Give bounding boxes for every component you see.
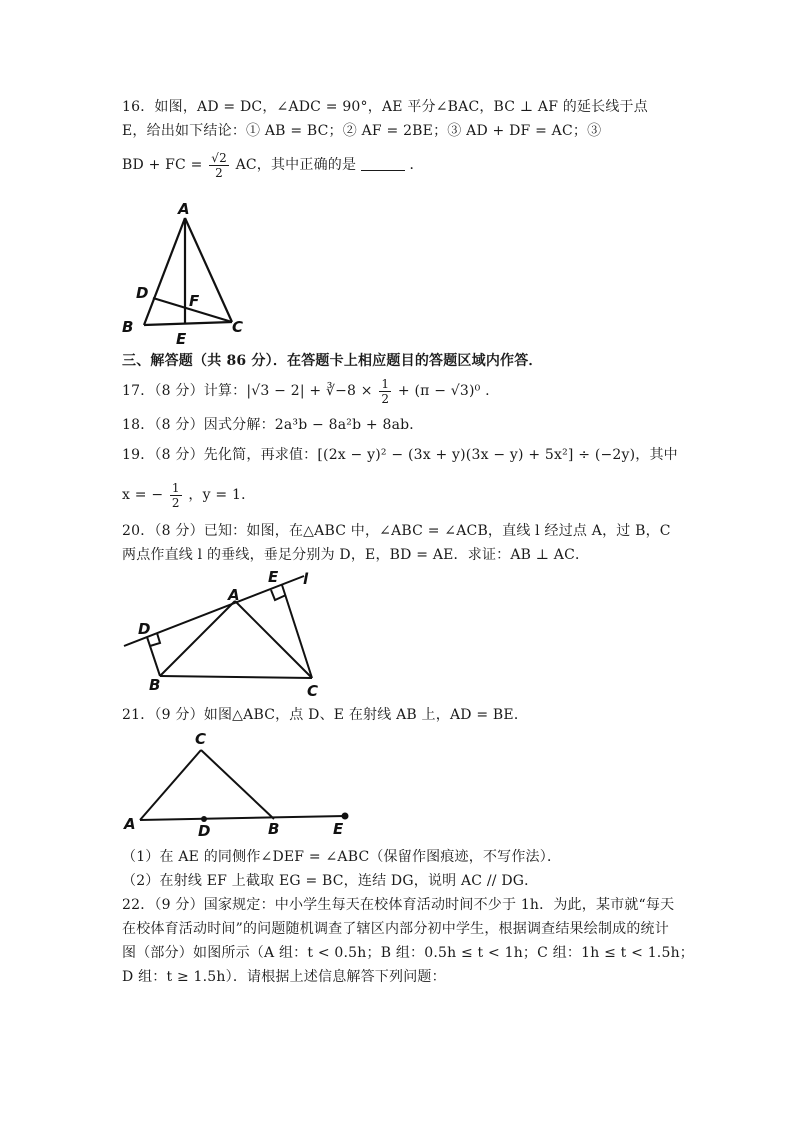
q19-fraction xyxy=(170,481,182,510)
q19-x-pre: x = − xyxy=(122,487,164,503)
q20-seg-BC xyxy=(160,676,312,678)
q18-line: 18．（8 分）因式分解：2a³b − 8a²b + 8ab． xyxy=(122,417,424,433)
q17-fraction xyxy=(379,377,391,406)
q20-figure xyxy=(118,568,338,704)
q19-fraction-denominator: 2 xyxy=(171,495,180,510)
q16-seg-AB xyxy=(144,218,185,325)
q16-fraction-denominator: 2 xyxy=(215,165,223,180)
q16-line3-end: ． xyxy=(409,157,424,173)
section3-heading: 三、解答题（共 86 分）．在答题卡上相应题目的答题区域内作答． xyxy=(122,353,543,369)
q20-label-C: C xyxy=(307,682,319,700)
q16-label-B: B xyxy=(122,318,134,336)
q20-label-D: D xyxy=(138,620,151,638)
q16-seg-BC xyxy=(144,322,232,325)
q21-label-A: A xyxy=(124,815,136,833)
q19-line2 xyxy=(122,480,682,510)
q17-line xyxy=(122,376,682,406)
answer-blank[interactable] xyxy=(361,156,405,171)
q16-figure xyxy=(110,198,270,348)
q20-line1: 20．（8 分）已知：如图，在△ABC 中，∠ABC = ∠ACB，直线 l 经过点 A，过 B，C xyxy=(122,523,671,539)
q19-post: ，y = 1． xyxy=(188,487,256,503)
q19-fraction-numerator: 1 xyxy=(171,480,180,495)
q21-label-D: D xyxy=(198,822,211,840)
q16-label-F: F xyxy=(189,292,200,310)
q21-label-E: E xyxy=(333,820,344,838)
q20-line-l xyxy=(124,576,304,646)
q22-line3: 图（部分）如图所示（A 组：t < 0.5h；B 组：0.5h ≤ t < 1h；C 组：1h ≤ t < 1.5h； xyxy=(122,945,694,961)
q20-label-B: B xyxy=(149,676,161,694)
q21-seg-AC xyxy=(140,750,201,820)
q20-label-A: A xyxy=(228,586,240,604)
q21-line1: 21．（9 分）如图△ABC，点 D、E 在射线 AB 上，AD = BE． xyxy=(122,707,529,723)
q16-line2: E，给出如下结论：① AB = BC；② AF = 2BE；③ AD + DF = AC；③ xyxy=(122,123,602,139)
q16-label-A: A xyxy=(178,200,190,218)
q17-post: + (π − √3)⁰ . xyxy=(397,383,490,399)
q21-point-E xyxy=(342,813,349,820)
q21-figure xyxy=(118,726,358,844)
q16-line3-post: AC，其中正确的是 xyxy=(235,157,357,173)
q19-line1: 19．（8 分）先化简，再求值：[(2x − y)² − (3x + y)(3x − y) + 5x²] ÷ (−2y)，其中 xyxy=(122,447,678,463)
q16-label-C: C xyxy=(232,318,244,336)
q22-line1: 22．（9 分）国家规定：中小学生每天在校体育活动时间不少于 1h．为此，某市就“每天 xyxy=(122,897,675,913)
q20-seg-AB xyxy=(160,601,235,676)
q22-line4: D 组：t ≥ 1.5h）．请根据上述信息解答下列问题： xyxy=(122,969,446,985)
q16-line3 xyxy=(122,150,682,180)
q16-fraction-numerator: √2 xyxy=(211,150,227,165)
q17-fraction-numerator: 1 xyxy=(381,376,390,391)
q20-label-l: l xyxy=(303,570,309,588)
q17-fraction-denominator: 2 xyxy=(381,391,390,406)
q21-label-C: C xyxy=(195,730,207,748)
q16-label-E: E xyxy=(176,330,187,348)
q20-line2: 两点作直线 l 的垂线，垂足分别为 D，E，BD = AE．求证：AB ⊥ AC． xyxy=(122,547,590,563)
q20-label-E: E xyxy=(268,568,279,586)
q21-part1: （1）在 AE 的同侧作∠DEF = ∠ABC（保留作图痕迹，不写作法）． xyxy=(122,849,562,865)
q21-label-B: B xyxy=(268,820,280,838)
q21-ray-AE xyxy=(140,816,345,820)
q21-seg-CB xyxy=(201,750,274,819)
q17-pre: 17．（8 分）计算：|√3 − 2| + ∛−8 × xyxy=(122,383,373,399)
q16-line1: 16．如图，AD = DC，∠ADC = 90°，AE 平分∠BAC，BC ⊥ AF 的延长线于点 xyxy=(122,99,648,115)
q21-part2: （2）在射线 EF 上截取 EG = BC，连结 DG，说明 AC // DG． xyxy=(122,873,539,889)
q16-fraction xyxy=(209,151,229,180)
q16-label-D: D xyxy=(136,284,149,302)
q22-line2: 在校体育活动时间”的问题随机调查了辖区内部分初中学生，根据调查结果绘制成的统计 xyxy=(122,921,669,937)
q16-line3-pre: BD + FC = xyxy=(122,157,203,173)
